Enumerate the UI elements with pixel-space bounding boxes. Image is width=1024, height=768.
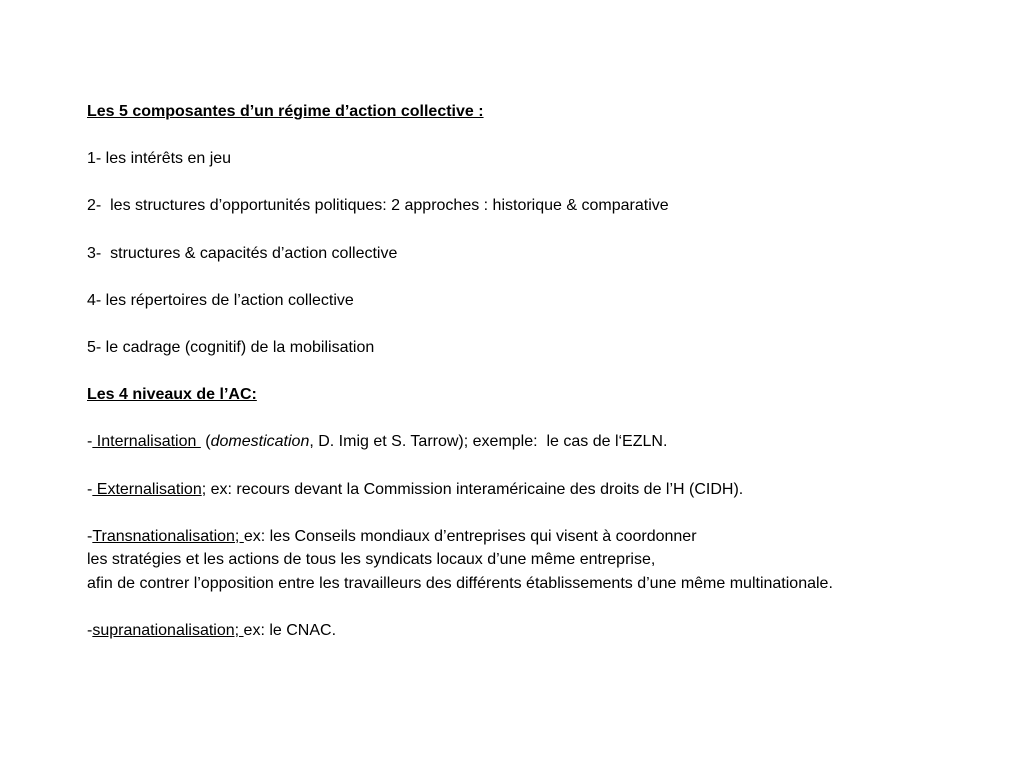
niveau-text: , D. Imig et S. Tarrow); exemple: le cas de l‘EZLN. [309, 433, 668, 451]
niveau-text: ex: les Conseils mondiaux d’entreprises qui visent à coordonner [243, 527, 697, 545]
niveau-transnationalisation-line-2: les stratégies et les actions de tous les syndicats locaux d’une même entreprise, [87, 551, 656, 569]
niveau-dash: - [87, 480, 93, 498]
heading-niveaux: Les 4 niveaux de l’AC: [87, 386, 257, 404]
spacer [87, 407, 992, 431]
niveau-dash: - [87, 527, 93, 545]
spacer [87, 454, 992, 478]
niveau-dash: - [87, 622, 93, 640]
spacer [87, 265, 992, 289]
spacer [87, 124, 992, 148]
niveau-internalisation [87, 430, 992, 454]
composante-item-4: 4- les répertoires de l’action collective [87, 291, 354, 309]
niveau-term: Transnationalisation; [92, 527, 244, 545]
spacer [87, 171, 992, 195]
niveau-text: ; ex: recours devant la Commission interaméricaine des droits de l’H (CIDH). [201, 480, 744, 498]
spacer [87, 312, 992, 336]
niveau-transnationalisation [87, 525, 992, 549]
composante-item-3: 3- structures & capacités d’action collective [87, 244, 398, 262]
spacer [87, 595, 992, 619]
slide-content [87, 100, 992, 643]
niveau-term: Internalisation [92, 433, 201, 451]
niveau-italic-term: domestication [210, 433, 310, 451]
composante-item-5: 5- le cadrage (cognitif) de la mobilisation [87, 338, 375, 356]
niveau-externalisation [87, 478, 992, 502]
niveau-supranationalisation [87, 619, 992, 643]
composante-item-2: 2- les structures d’opportunités politiques: 2 approches : historique & comparative [87, 197, 669, 215]
heading-composantes: Les 5 composantes d’un régime d’action collective : [87, 103, 484, 120]
spacer [87, 501, 992, 525]
niveau-term: Externalisation [92, 480, 202, 498]
niveau-text: ex: le CNAC. [243, 622, 337, 640]
composante-item-1: 1- les intérêts en jeu [87, 150, 232, 168]
spacer [87, 360, 992, 384]
niveau-transnationalisation-line-3: afin de contrer l’opposition entre les travailleurs des différents établissements d’une même multinationale. [87, 574, 833, 592]
niveau-term: supranationalisation; [92, 622, 244, 640]
niveau-open-paren: ( [200, 433, 211, 451]
spacer [87, 218, 992, 242]
niveau-dash: - [87, 433, 93, 451]
